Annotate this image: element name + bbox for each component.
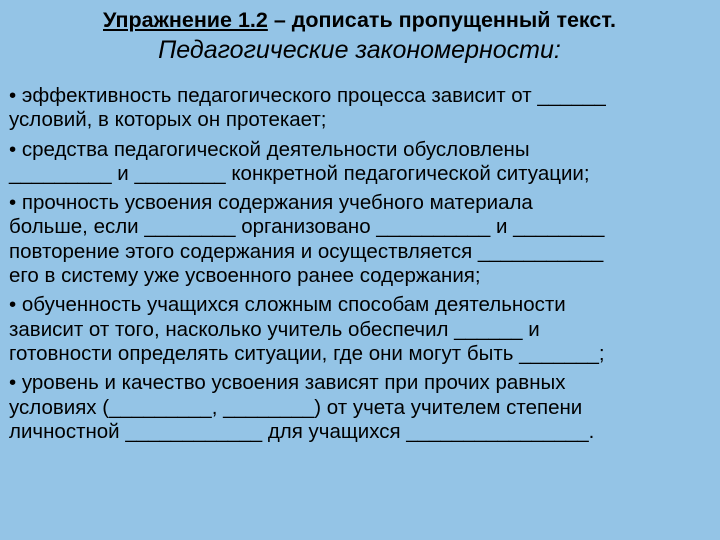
law-line: _________ и ________ конкретной педагогической ситуации;: [9, 161, 590, 185]
law-line: его в систему уже усвоенного ранее содержания;: [9, 264, 481, 288]
exercise-label: Упражнение 1.2: [103, 8, 268, 32]
law-line: • средства педагогической деятельности обусловлены: [9, 137, 530, 161]
exercise-title: [9, 6, 710, 34]
law-line: повторение этого содержания и осуществляется ___________: [9, 239, 604, 263]
law-item: [9, 371, 710, 444]
exercise-instruction: – дописать пропущенный текст.: [267, 8, 616, 32]
law-line: личностной ____________ для учащихся ________________.: [9, 419, 595, 443]
law-line: • прочность усвоения содержания учебного материала: [9, 191, 533, 215]
law-line: условий, в которых он протекает;: [9, 108, 327, 132]
law-line: готовности определять ситуации, где они могут быть _______;: [9, 341, 605, 365]
law-item: [9, 138, 710, 187]
slide-subtitle: Педагогические закономерности:: [158, 36, 561, 64]
law-line: • обученность учащихся сложным способам деятельности: [9, 293, 566, 317]
law-item: [9, 191, 710, 288]
law-item: [9, 293, 710, 366]
law-line: зависит от того, насколько учитель обеспечил ______ и: [9, 317, 540, 341]
law-line: условиях (_________, ________) от учета учителем степени: [9, 395, 583, 419]
law-line: • эффективность педагогического процесса зависит от ______: [9, 84, 606, 107]
law-item: [9, 84, 710, 133]
law-line: • уровень и качество усвоения зависят при прочих равных: [9, 371, 566, 395]
law-line: больше, если ________ организовано __________ и ________: [9, 215, 605, 239]
